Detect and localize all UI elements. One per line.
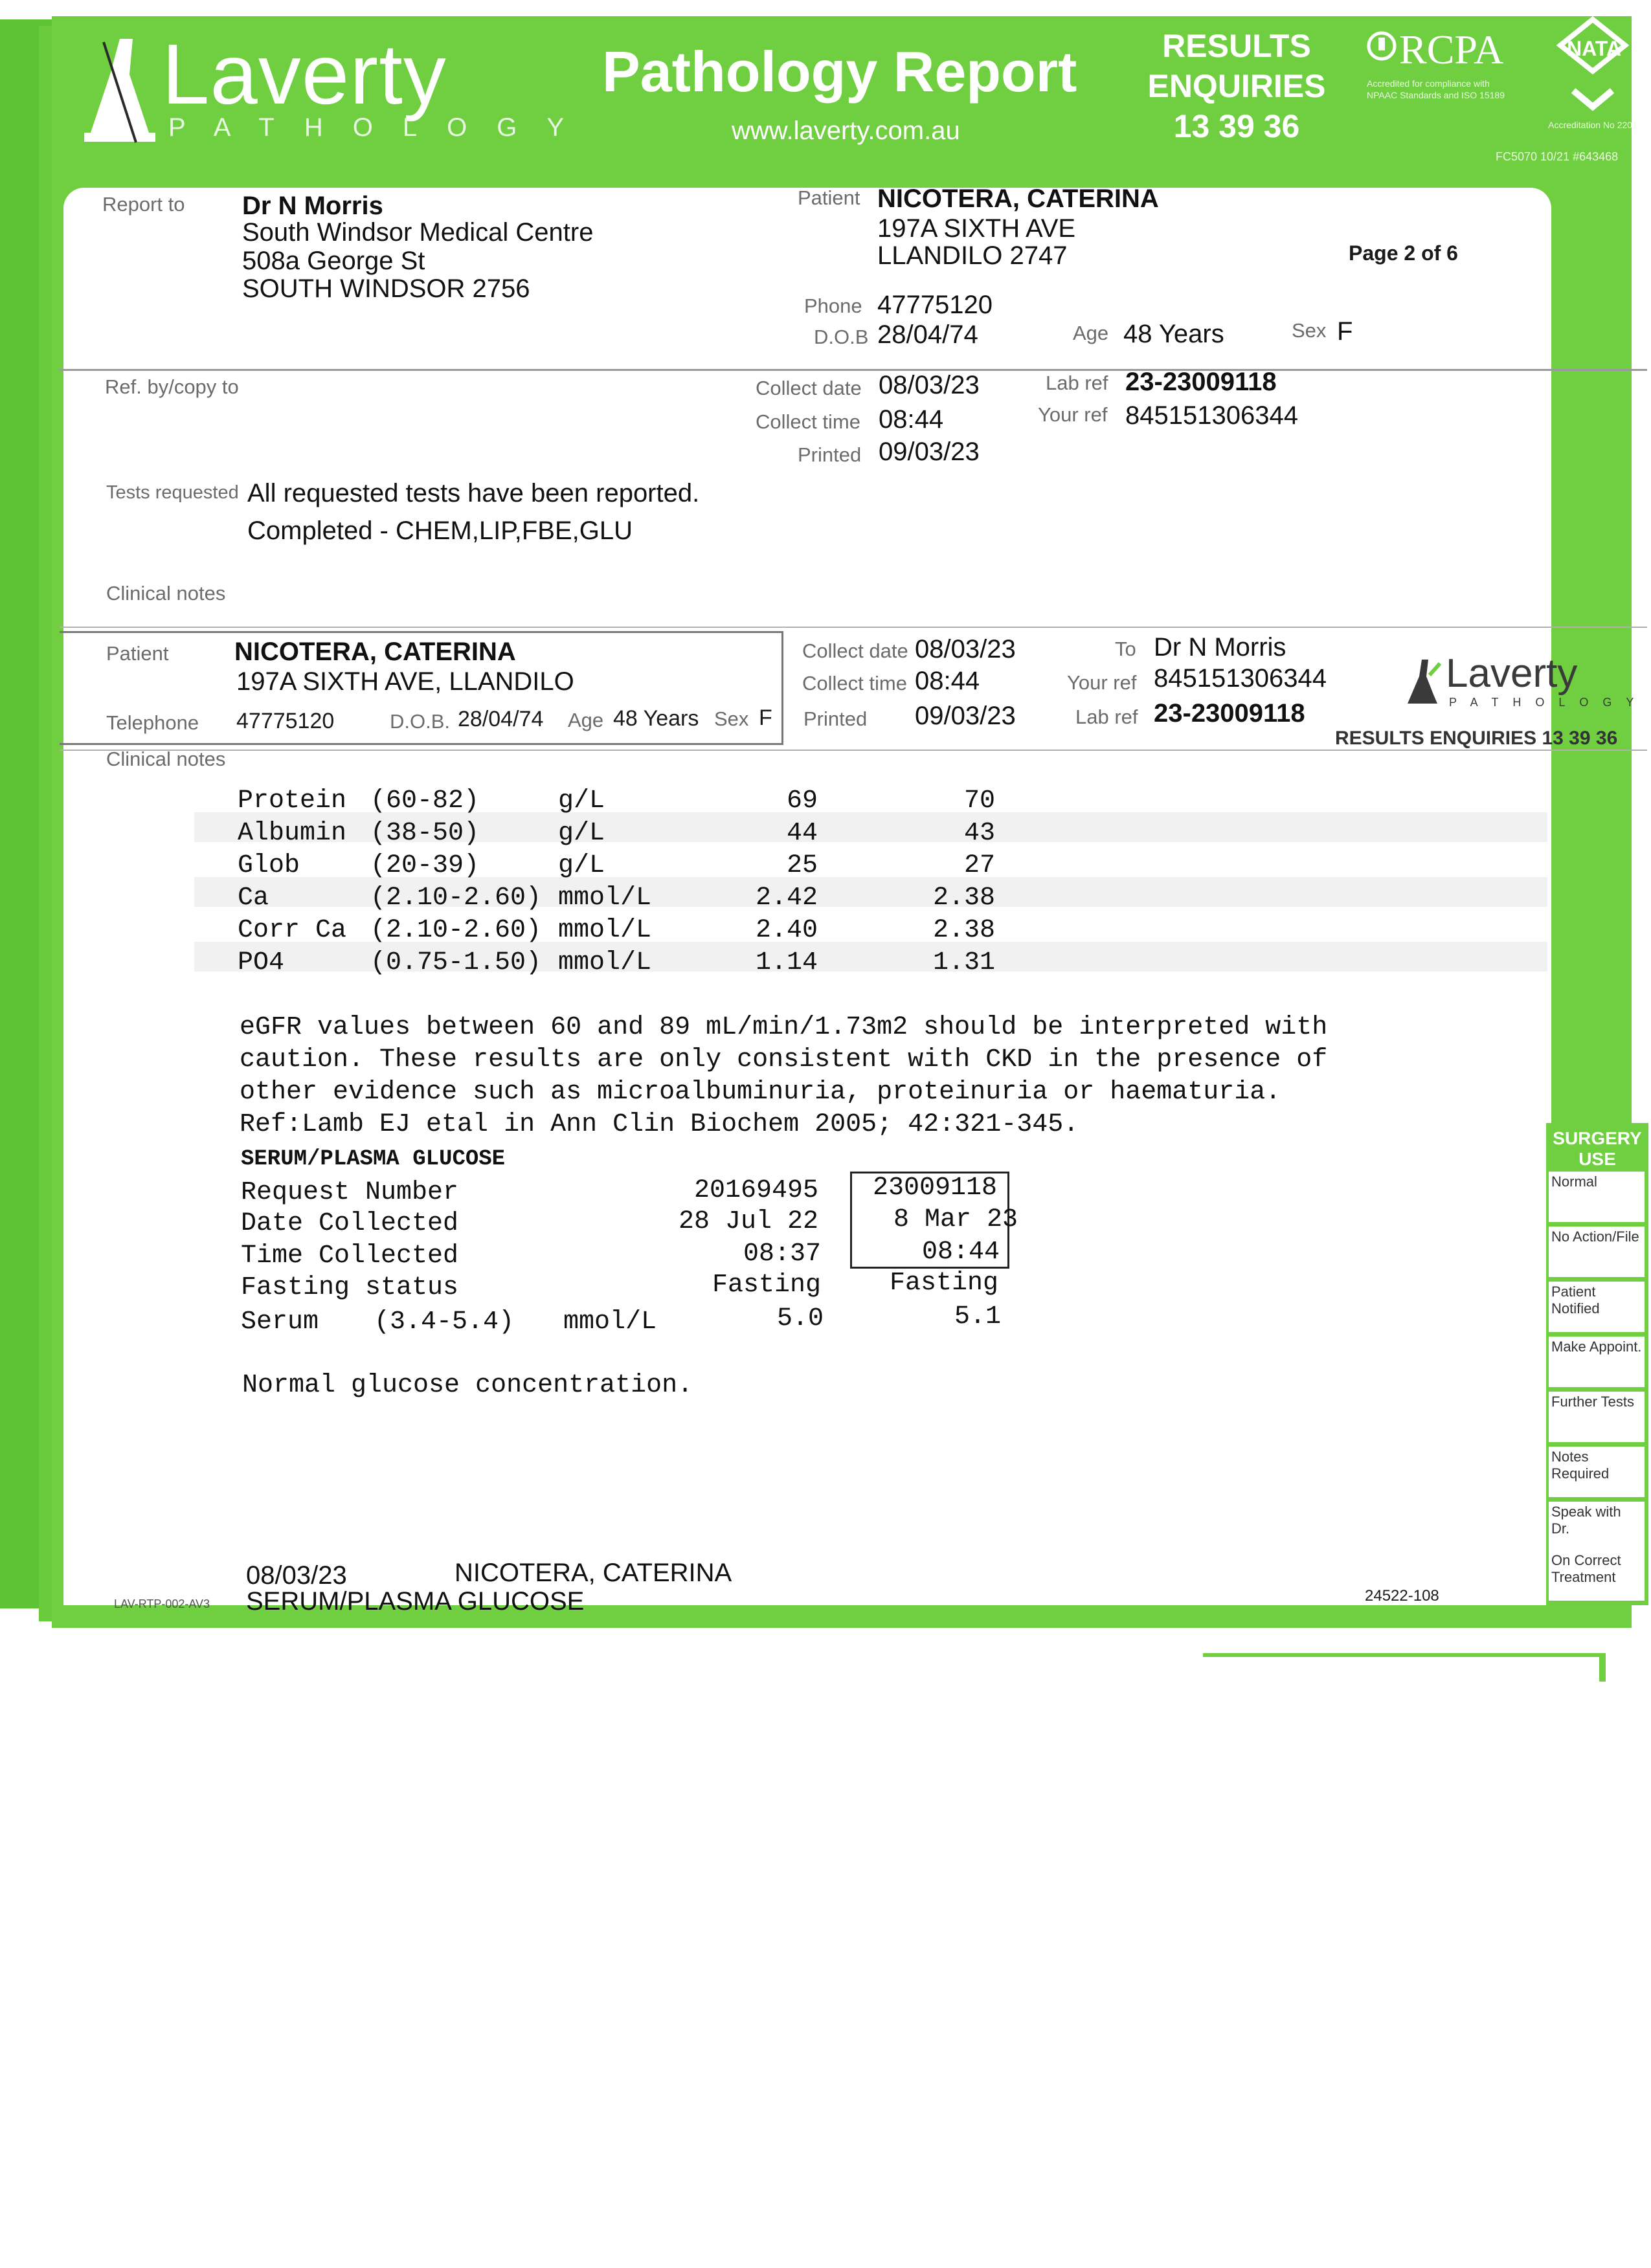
glucose-curr: Fasting — [890, 1269, 999, 1298]
lower-age-label: Age — [568, 709, 604, 731]
test-unit: g/L — [558, 819, 605, 848]
glucose-prev: 20169495 — [694, 1176, 819, 1205]
surgery-checkbox-make-appoint[interactable]: Make Appoint. — [1549, 1337, 1645, 1387]
prev-value: 44 — [787, 819, 818, 848]
surgery-checkbox-correct-treatment[interactable]: On Correct Treatment — [1549, 1550, 1645, 1601]
lower-labref: 23-23009118 — [1154, 699, 1305, 728]
your-ref: 845151306344 — [1125, 401, 1298, 430]
patient-address: LLANDILO 2747 — [877, 241, 1068, 270]
report-to-address: SOUTH WINDSOR 2756 — [242, 274, 530, 303]
surgery-checkbox-speak-with-dr[interactable]: Speak with Dr. — [1549, 1502, 1645, 1552]
glucose-curr: 8 Mar 23 — [893, 1205, 1018, 1234]
lower-collect-time-label: Collect time — [802, 672, 907, 695]
surgery-use-title: SURGERY USE — [1553, 1128, 1642, 1169]
lower-patient-label: Patient — [106, 642, 169, 665]
glucose-comment: Normal glucose concentration. — [242, 1371, 693, 1400]
footer-patient: NICOTERA, CATERINA — [455, 1559, 732, 1587]
curr-value: 43 — [964, 819, 996, 848]
surgery-checkbox-further-tests[interactable]: Further Tests — [1549, 1392, 1645, 1442]
surgery-checkbox-patient-notified[interactable]: Patient Notified — [1549, 1282, 1645, 1332]
surgery-checkbox-no-action[interactable]: No Action/File — [1549, 1227, 1645, 1277]
glucose-row-label: Date Collected — [241, 1209, 459, 1238]
lower-printed-label: Printed — [803, 707, 868, 730]
website-url: www.laverty.com.au — [732, 117, 960, 145]
glucose-prev: 28 Jul 22 — [679, 1207, 819, 1236]
glucose-prev: Fasting — [712, 1271, 822, 1300]
patient-label: Patient — [798, 186, 860, 209]
prev-value: 2.42 — [756, 884, 818, 913]
collect-date-label: Collect date — [756, 377, 862, 399]
egfr-note-line: caution. These results are only consistent with CKD in the presence of — [240, 1045, 1328, 1074]
sheet-edge-corner — [1599, 1653, 1606, 1682]
rcpa-seal-icon — [1367, 31, 1397, 61]
prev-value: 69 — [787, 786, 818, 816]
to-label: To — [1115, 638, 1136, 660]
patient-phone: 47775120 — [877, 291, 993, 319]
test-range: (2.10-2.60) — [370, 884, 542, 913]
sheet-edge-strip — [1203, 1653, 1606, 1657]
glucose-row-label: Request Number — [241, 1178, 459, 1207]
page-number: Page 2 of 6 — [1349, 241, 1458, 265]
printed-date: 09/03/23 — [879, 438, 980, 466]
age-label: Age — [1073, 322, 1109, 344]
lower-laverty-logo — [1404, 650, 1648, 715]
lab-ref: 23-23009118 — [1125, 368, 1277, 396]
lower-collect-date: 08/03/23 — [915, 635, 1016, 663]
test-range: (0.75-1.50) — [370, 948, 542, 977]
nata-accreditation: Accreditation No 2201 — [1548, 120, 1637, 130]
prev-value: 2.40 — [756, 916, 818, 945]
test-range: (38-50) — [370, 819, 480, 848]
test-name: Protein — [238, 786, 347, 816]
lower-sex: F — [759, 706, 772, 730]
printed-label: Printed — [798, 443, 862, 466]
collect-time: 08:44 — [879, 405, 944, 434]
telephone-label: Telephone — [106, 711, 199, 734]
microscope-icon — [1404, 657, 1443, 709]
glucose-prev: 08:37 — [743, 1240, 822, 1269]
clinical-notes-label: Clinical notes — [106, 582, 226, 605]
nata-badge — [1548, 16, 1638, 130]
patient-age: 48 Years — [1123, 320, 1224, 348]
test-name: PO4 — [238, 948, 285, 977]
prev-value: 25 — [787, 851, 818, 880]
lower-dob-label: D.O.B. — [390, 710, 451, 733]
tests-requested-status: All requested tests have been reported. — [247, 479, 700, 507]
egfr-note-line: Ref:Lamb EJ etal in Ann Clin Biochem 2005; 42:321-345. — [240, 1110, 1079, 1139]
tests-requested-label: Tests requested — [106, 482, 239, 503]
footer-date: 08/03/23 — [246, 1561, 347, 1590]
collect-date: 08/03/23 — [879, 371, 980, 399]
test-unit: g/L — [558, 786, 605, 816]
test-unit: mmol/L — [558, 916, 652, 945]
lower-collect-date-label: Collect date — [802, 639, 908, 662]
results-enquiries: RESULTS ENQUIRIES 13 39 36 — [1147, 28, 1326, 144]
surgery-checkbox-normal[interactable]: Normal — [1549, 1172, 1645, 1222]
report-to-doctor: Dr N Morris — [242, 192, 383, 220]
sex-label: Sex — [1292, 319, 1327, 342]
test-range: (60-82) — [370, 786, 480, 816]
serum-range: (3.4-5.4) — [374, 1307, 515, 1337]
patient-sex: F — [1337, 317, 1353, 346]
test-unit: g/L — [558, 851, 605, 880]
glucose-curr: 23009118 — [873, 1173, 998, 1203]
collect-time-label: Collect time — [756, 410, 860, 433]
nata-logo-icon — [1554, 16, 1632, 113]
lower-labref-label: Lab ref — [1075, 706, 1138, 728]
report-title: Pathology Report — [602, 39, 1077, 104]
lower-collect-time: 08:44 — [915, 667, 980, 695]
egfr-note-line: other evidence such as microalbuminuria, proteinuria or haematuria. — [240, 1078, 1281, 1107]
lower-printed: 09/03/23 — [915, 702, 1016, 730]
yourref-label: Your ref — [1038, 403, 1108, 426]
surgery-use-panel — [1546, 1123, 1648, 1605]
logo-subtitle: PATHOLOGY — [168, 113, 594, 142]
test-name: Ca — [238, 884, 269, 913]
test-range: (2.10-2.60) — [370, 916, 542, 945]
refby-label: Ref. by/copy to — [105, 375, 239, 398]
surgery-checkbox-notes-required[interactable]: Notes Required — [1549, 1447, 1645, 1497]
test-name: Corr Ca — [238, 916, 347, 945]
test-name: Glob — [238, 851, 300, 880]
patient-dob: 28/04/74 — [877, 320, 978, 349]
lower-dob: 28/04/74 — [458, 707, 544, 731]
serum-curr: 5.1 — [954, 1302, 1002, 1331]
curr-value: 27 — [964, 851, 996, 880]
prev-value: 1.14 — [756, 948, 818, 977]
phone-label: Phone — [804, 295, 862, 317]
lower-yourref-label: Your ref — [1067, 671, 1137, 694]
footer-code: 24522-108 — [1365, 1587, 1439, 1605]
lower-patient-address: 197A SIXTH AVE, LLANDILO — [236, 667, 574, 696]
divider — [60, 627, 1647, 628]
serum-label: Serum — [241, 1307, 319, 1337]
curr-value: 2.38 — [933, 884, 996, 913]
report-to-address: South Windsor Medical Centre — [242, 218, 594, 247]
test-unit: mmol/L — [558, 884, 652, 913]
lower-sex-label: Sex — [714, 707, 749, 730]
egfr-note-line: eGFR values between 60 and 89 mL/min/1.73m2 should be interpreted with — [240, 1013, 1328, 1042]
divider — [60, 750, 1647, 751]
logo-wordmark: Laverty — [162, 27, 447, 122]
lower-patient-name: NICOTERA, CATERINA — [234, 638, 516, 666]
laverty-logo — [78, 27, 594, 146]
form-id: LAV-RTP-002-AV3 — [114, 1597, 210, 1610]
curr-value: 2.38 — [933, 916, 996, 945]
glucose-row-label: Time Collected — [241, 1241, 459, 1271]
nata-text: NATA — [1567, 37, 1622, 60]
rcpa-note: Accredited for compliance with NPAAC Standards and ISO 15189 — [1367, 78, 1505, 100]
patient-address: 197A SIXTH AVE — [877, 214, 1076, 243]
glucose-curr: 08:44 — [922, 1238, 1000, 1267]
to-doctor: Dr N Morris — [1154, 633, 1286, 662]
glucose-title: SERUM/PLASMA GLUCOSE — [241, 1147, 506, 1172]
test-unit: mmol/L — [558, 948, 652, 977]
form-code: FC5070 10/21 #643468 — [1496, 150, 1619, 163]
report-to-address: 508a George St — [242, 247, 425, 275]
report-to-label: Report to — [102, 193, 185, 216]
lower-clinical-label: Clinical notes — [106, 748, 226, 770]
lower-results-enquiries: RESULTS ENQUIRIES 13 39 36 — [1335, 728, 1618, 749]
test-name: Albumin — [238, 819, 347, 848]
lower-yourref: 845151306344 — [1154, 664, 1327, 693]
labref-label: Lab ref — [1046, 372, 1108, 394]
microscope-icon — [84, 36, 155, 146]
test-range: (20-39) — [370, 851, 480, 880]
serum-prev: 5.0 — [777, 1304, 824, 1333]
lower-logo-subtitle: PATHOLOGY — [1449, 696, 1648, 709]
curr-value: 70 — [964, 786, 996, 816]
tests-completed: Completed - CHEM,LIP,FBE,GLU — [247, 517, 633, 545]
divider — [60, 369, 1647, 371]
dob-label: D.O.B — [814, 326, 869, 348]
rcpa-text: RCPA — [1399, 27, 1504, 72]
lower-telephone: 47775120 — [236, 709, 335, 733]
patient-name: NICOTERA, CATERINA — [877, 184, 1159, 213]
glucose-row-label: Fasting status — [241, 1273, 459, 1302]
rcpa-badge — [1363, 26, 1518, 110]
curr-value: 1.31 — [933, 948, 996, 977]
lower-logo-wordmark: Laverty — [1446, 651, 1578, 696]
footer-test: SERUM/PLASMA GLUCOSE — [246, 1587, 585, 1616]
lower-age: 48 Years — [613, 706, 699, 731]
serum-unit: mmol/L — [563, 1307, 657, 1337]
